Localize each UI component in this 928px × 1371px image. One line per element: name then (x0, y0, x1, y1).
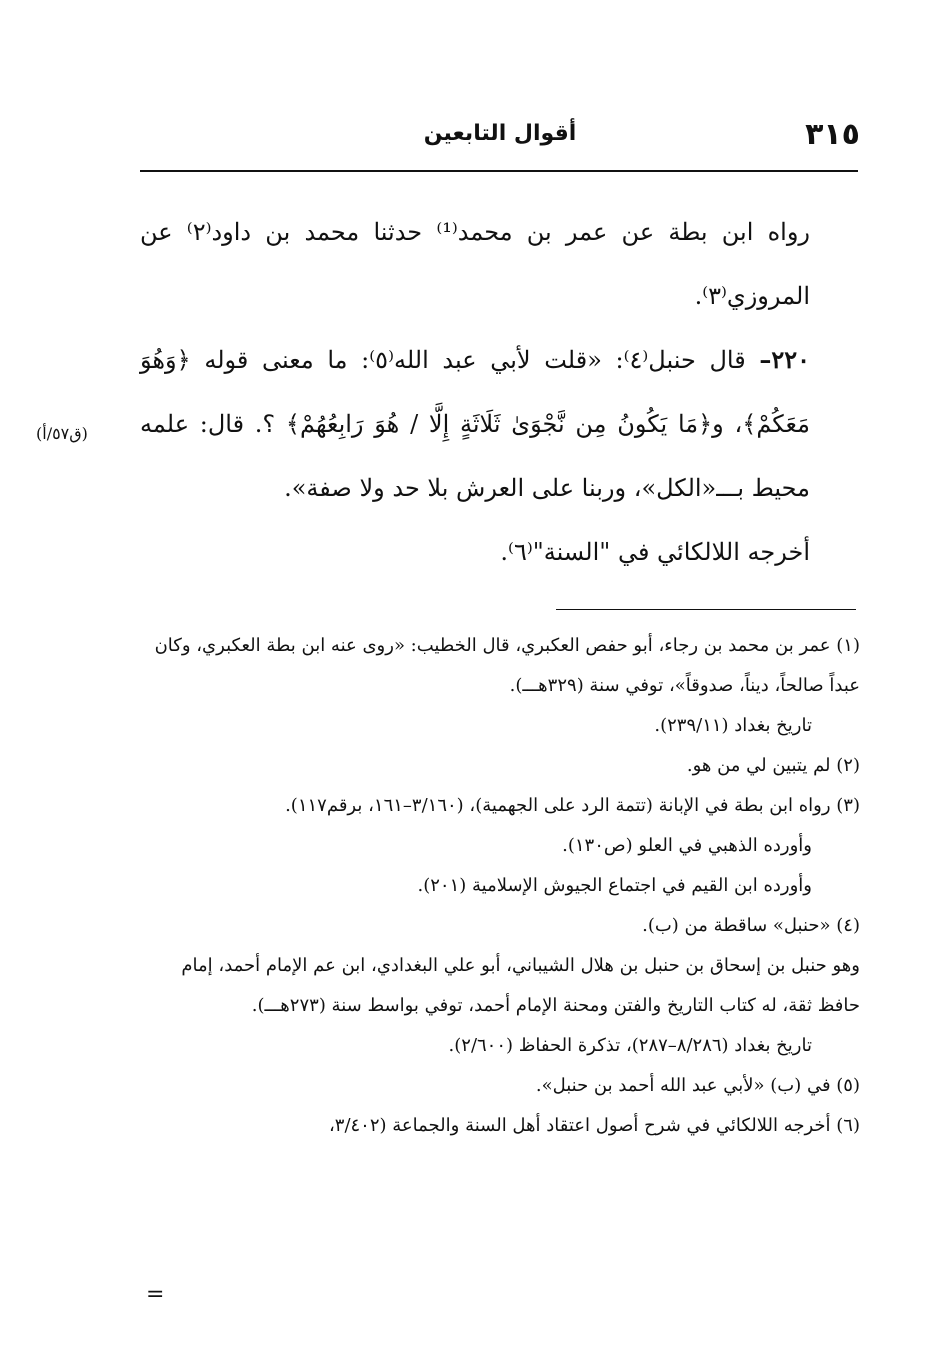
page-header (140, 115, 860, 155)
footnote-5: (٥) في (ب) «لأبي عبد الله أحمد بن حنبل». (535, 1075, 860, 1096)
continuation-mark: = (146, 1282, 165, 1307)
footnote-3: (٣) رواه ابن بطة في الإبانة (تتمة الرد على الجهمية)، (٣/١٦٠–١٦١، برقم١١٧). (285, 795, 860, 816)
main-text (140, 200, 860, 584)
footnote-6: (٦) أخرجه اللالكائي في شرح أصول اعتقاد أهل السنة والجماعة (٣/٤٠٢، (328, 1115, 860, 1136)
paragraph-narration: رواه ابن بطة عن عمر بن محمد⁽¹⁾ حدثنا محمد بن داود⁽٢⁾ عن المروزي⁽٣⁾. (140, 218, 810, 310)
paragraph-220-text: قال حنبل⁽٤⁾: «قلت لأبي عبد الله⁽٥⁾: ما معنى قوله ﴿وَهُوَ مَعَكُمْ﴾، و﴿مَا يَكُونُ مِن نَّجْوَىٰ ثَلَاثَةٍ إِلَّا / هُوَ رَابِعُهُمْ﴾ ؟. قال: علمه محيط بـــ«الكل»، وربنا على العرش بلا حد ولا صفة». (140, 346, 810, 502)
footnote-3-ref-1: وأورده الذهبي في العلو (ص١٣٠). (562, 835, 812, 856)
header-divider (140, 170, 858, 172)
paragraph-source: أخرجه اللالكائي في "السنة"⁽٦⁾. (500, 538, 810, 566)
footnote-1-ref: تاريخ بغداد (٢٣٩/١١). (654, 715, 812, 736)
footnote-divider (556, 609, 856, 610)
footnote-1: (١) عمر بن محمد بن رجاء، أبو حفص العكبري، قال الخطيب: «روى عنه ابن بطة العكبري، وكان عبداً صالحاً، ديناً، صدوقاً»، توفي سنة (٣٢٩هـــ). (154, 635, 860, 696)
footnote-4-bio: وهو حنبل بن إسحاق بن حنبل بن هلال الشيباني، أبو علي البغدادي، ابن عم الإمام أحمد، إمام حافظ ثقة، له كتاب التاريخ والفتن ومحنة الإمام أحمد، توفي بواسط سنة (٢٧٣هـــ). (181, 955, 860, 1016)
footnote-3-ref-2: وأورده ابن القيم في اجتماع الجيوش الإسلامية (٢٠١). (417, 875, 812, 896)
paragraph-220 (140, 328, 860, 520)
footnote-4: (٤) «حنبل» ساقطة من (ب). (642, 915, 860, 936)
footnote-4-ref: تاريخ بغداد (٨/٢٨٦–٢٨٧)، تذكرة الحفاظ (٢/٦٠٠). (448, 1035, 812, 1056)
manuscript-folio-note: (ق٥٧/أ) (36, 424, 88, 443)
footnote-2: (٢) لم يتبين لي من هو. (686, 755, 860, 776)
page-number: ٣١٥ (805, 117, 860, 152)
running-title: أقوال التابعين (423, 121, 577, 146)
footnotes (140, 626, 860, 1146)
item-number: ٢٢٠– (759, 345, 810, 374)
